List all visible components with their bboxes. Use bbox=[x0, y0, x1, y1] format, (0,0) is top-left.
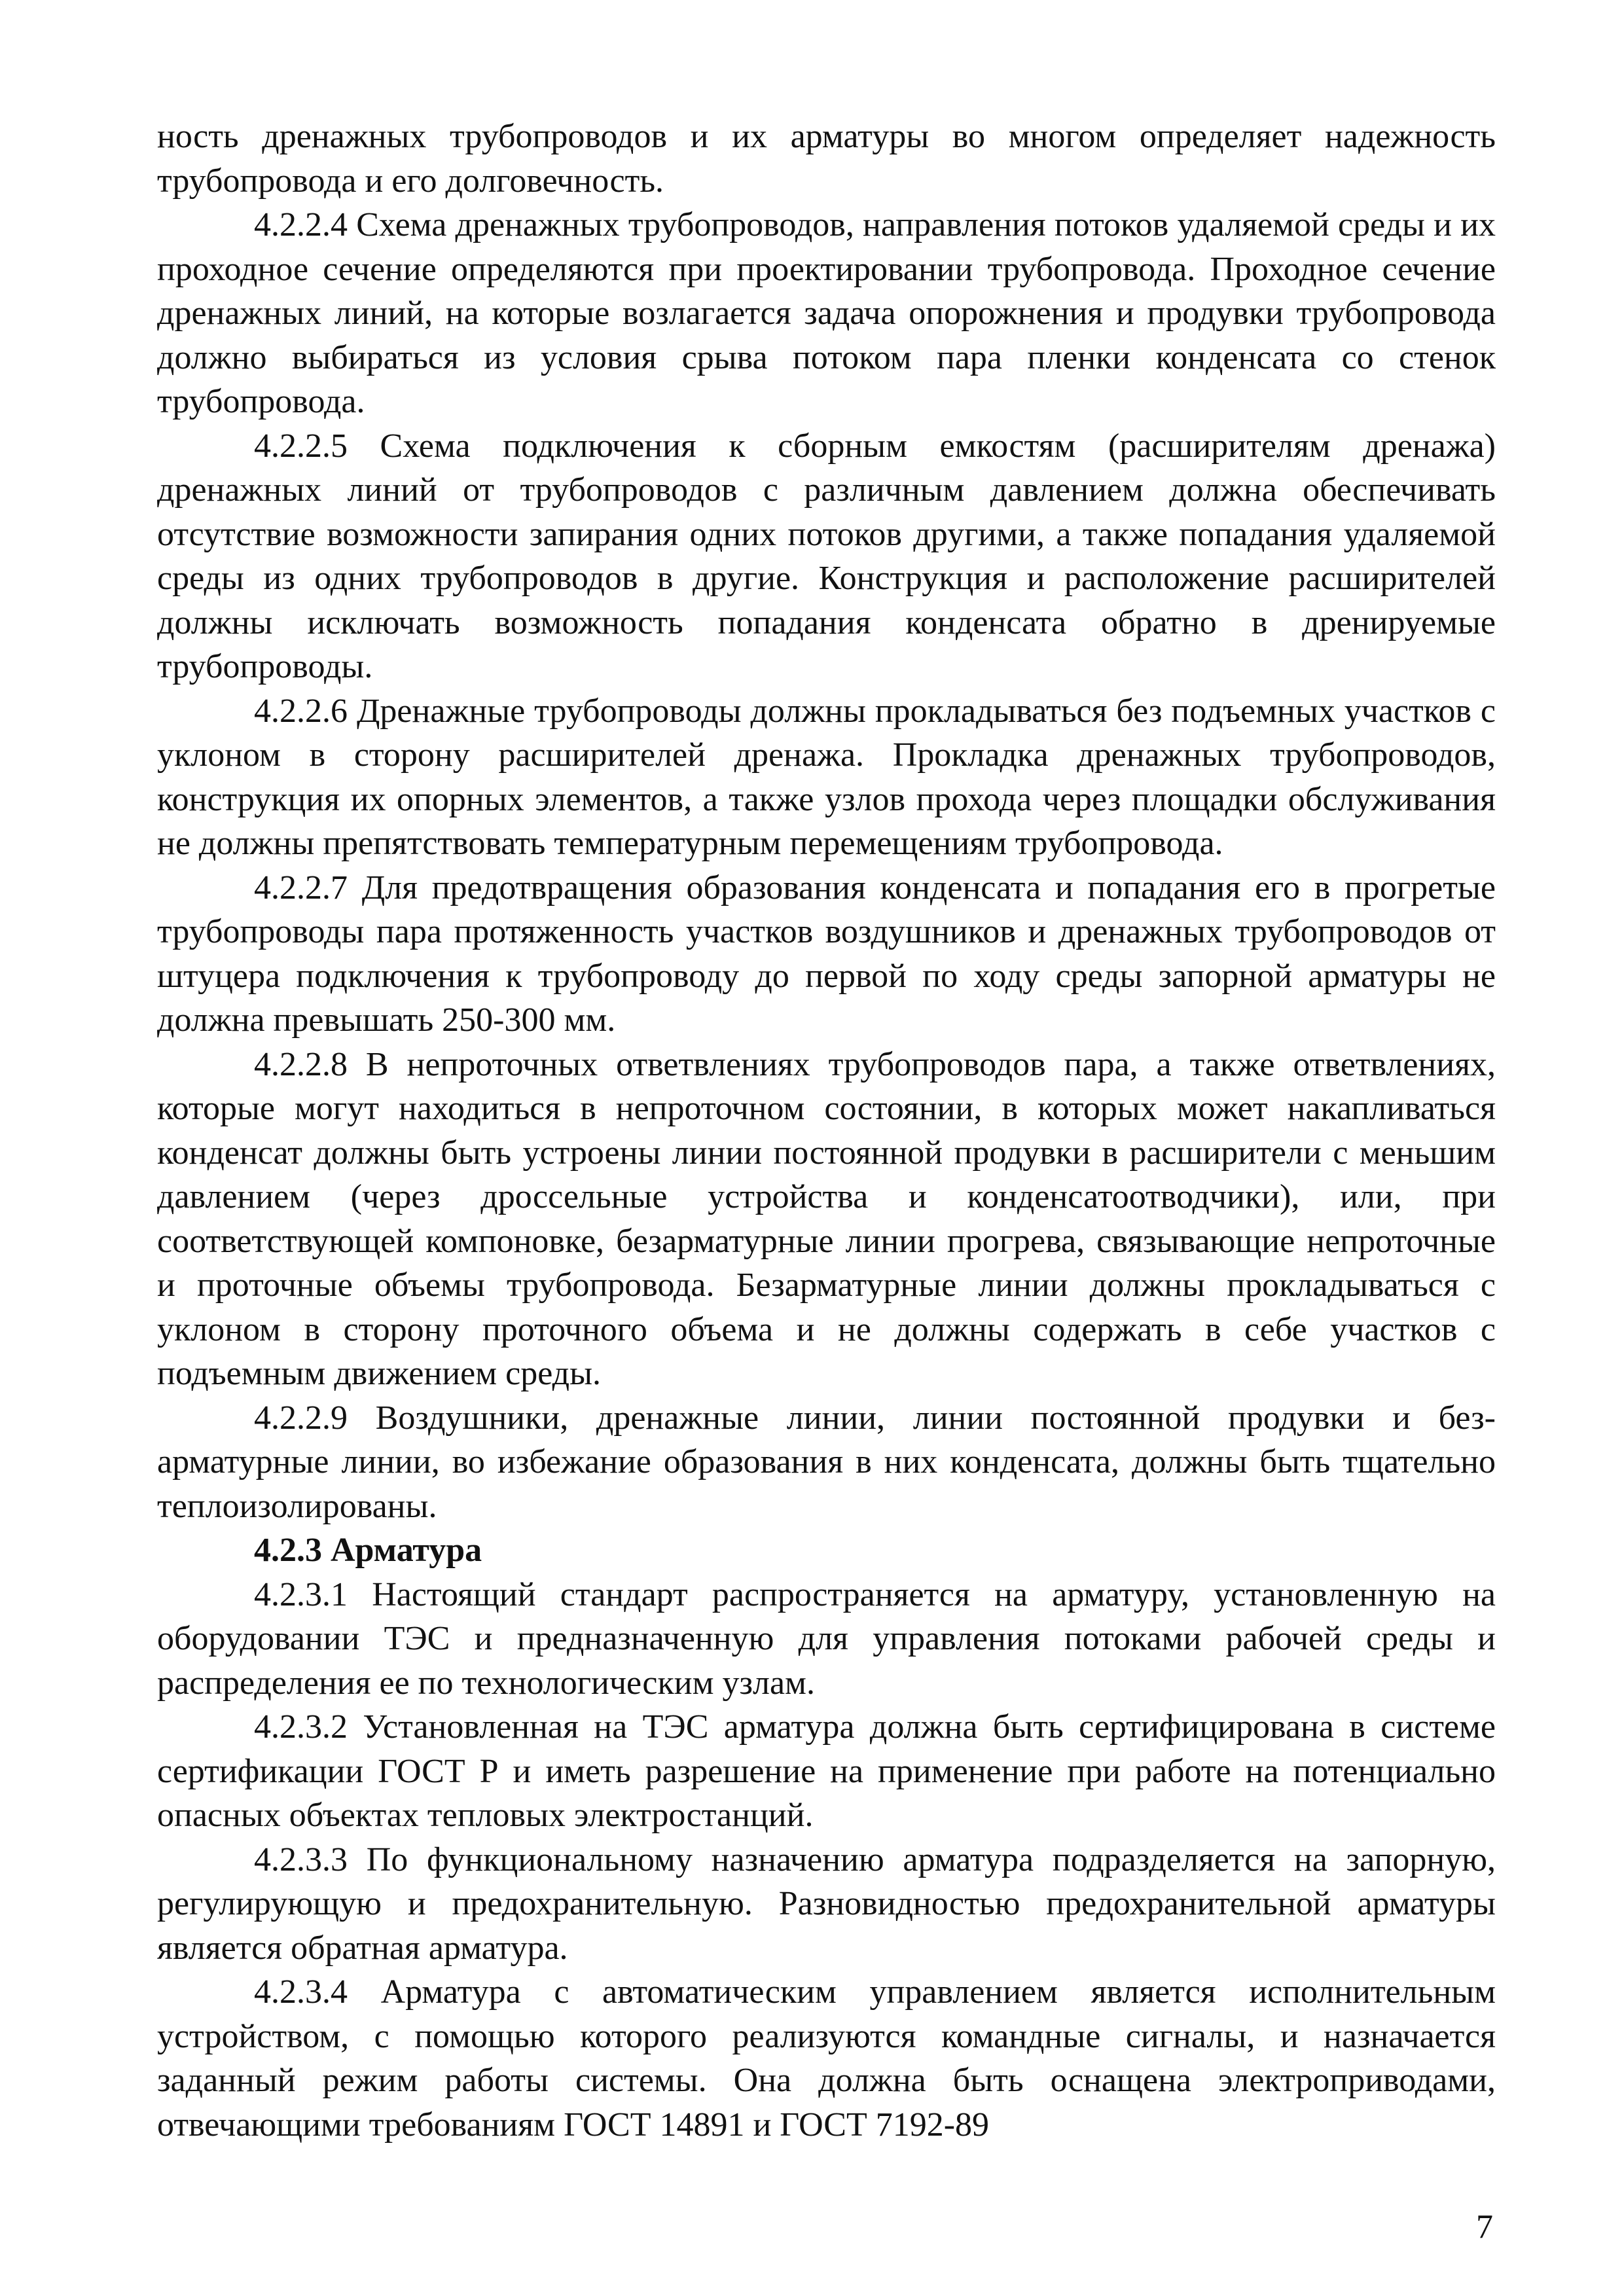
page-number: 7 bbox=[1476, 2208, 1493, 2246]
paragraph-4-2-3-2: 4.2.3.2 Установленная на ТЭС арматура должна быть сертифицирована в системе сертификации ГОСТ Р и иметь разрешение на применение при работе на потенциально опасных объектах тепловых электростанций. bbox=[157, 1708, 1496, 1834]
paragraph-4-2-3-4: 4.2.3.4 Арматура с автоматическим управлением является исполнительным устройством, с помощью которого реализуются командные сигналы, и назначается заданный режим работы системы. Она должна быть оснащена электроприводами, отвечающими требованиям ГОСТ 14891 и ГОСТ 7192-89 bbox=[157, 1973, 1496, 2144]
paragraph-4-2-2-6: 4.2.2.6 Дренажные трубопроводы должны прокладываться без подъемных участков с уклоном в сторону расширителей дренажа. Прокладка дренажных трубопроводов, конструкция их опорных элементов, а также узлов прохода через площадки обслуживания не должны препятствовать температурным перемещениям трубопровода. bbox=[157, 692, 1496, 862]
paragraph-4-2-2-8: 4.2.2.8 В непроточных ответвлениях трубопроводов пара, а также ответвлениях, которые могут находиться в непроточном состоянии, в которых может накапливаться конденсат должны быть устроены линии постоянной продувки в расширители с меньшим давлением (через дроссельные устройства и конденсатоотводчики), или, при соответствующей компоновке, безарматурные линии прогрева, связывающие непроточные и проточные объемы трубопровода. Безарматурные линии должны прокладываться с уклоном в сторону проточного объема и не должны содержать в себе участков с подъемным движением среды. bbox=[157, 1045, 1496, 1392]
paragraph-4-2-2-5: 4.2.2.5 Схема подключения к сборным емкостям (расширителям дренажа) дренажных линий от трубопроводов с различным давлением должна обеспечивать отсутствие возможности запирания одних потоков другими, а также попадания удаляемой среды из одних трубопроводов в другие. Конструкция и расположение расширителей должны исключать возможность попадания конденсата обратно в дренируемые трубопроводы. bbox=[157, 427, 1496, 685]
paragraph-4-2-2-7: 4.2.2.7 Для предотвращения образования конденсата и попадания его в прогретые трубопроводы пара протяженность участков воздушников и дренажных трубопроводов от штуцера подключения к трубопроводу до первой по ходу среды запорной арматуры не должна превышать 250-300 мм. bbox=[157, 869, 1496, 1039]
paragraph-4-2-3-1: 4.2.3.1 Настоящий стандарт распространяется на арматуру, установленную на оборудовании ТЭС и предназначенную для управления потоками рабочей среды и распределения ее по технологическим узлам. bbox=[157, 1575, 1496, 1702]
section-heading: 4.2.3 Арматура bbox=[254, 1532, 482, 1569]
paragraph-4-2-2-4: 4.2.2.4 Схема дренажных трубопроводов, направления потоков удаляемой среды и их проходное сечение определяются при проектировании трубопровода. Проходное сечение дренажных линий, на которые возлагается задача опорожнения и продувки трубопровода должно выбираться из условия срыва потоком пара пленки конденсата со стенок трубопровода. bbox=[157, 206, 1496, 420]
paragraph-4-2-2-9: 4.2.2.9 Воздушники, дренажные линии, линии постоянной продувки и безарматурные линии, во избежание образования в них конденсата, должны быть тщательно теплоизолированы. bbox=[157, 1399, 1496, 1525]
document-page bbox=[157, 115, 1496, 2147]
paragraph-continuation: ность дренажных трубопроводов и их арматуры во многом определяет надежность трубопровода и его долговечность. bbox=[157, 118, 1496, 200]
paragraph-4-2-3-3: 4.2.3.3 По функциональному назначению арматура подразделяется на запорную, регулирующую и предохранительную. Разновидностью предохранительной арматуры является обратная арматура. bbox=[157, 1840, 1496, 1967]
